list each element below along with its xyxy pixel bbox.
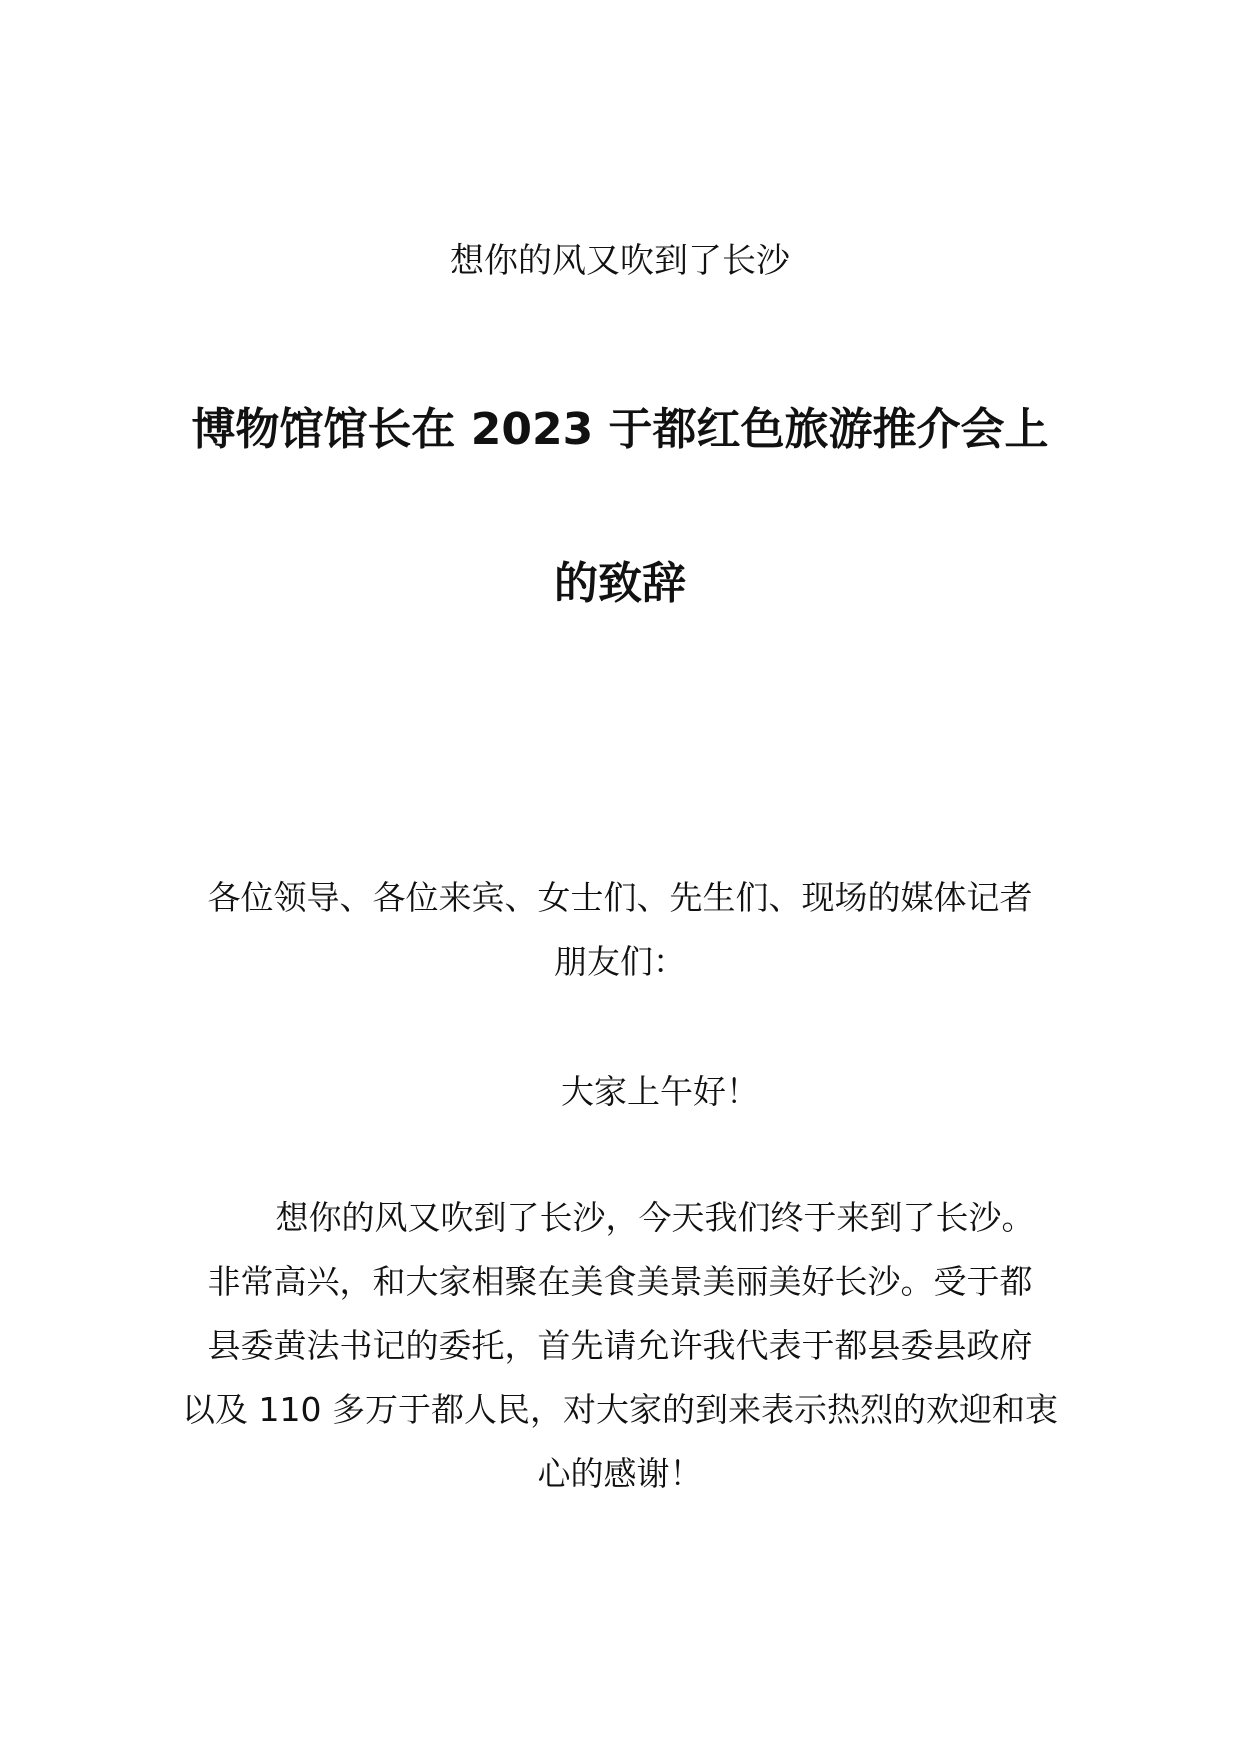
paragraph-line: 想你的风又吹到了长沙，今天我们终于来到了长沙。 xyxy=(275,1198,1035,1237)
greeting: 大家上午好！ xyxy=(561,1072,759,1111)
paragraph-line: 以及 110 多万于都人民，对大家的到来表示热烈的欢迎和衷 xyxy=(182,1390,1058,1429)
salutation-line-1: 各位领导、各位来宾、女士们、先生们、现场的媒体记者 xyxy=(207,878,1033,917)
document-title-line-2: 的致辞 xyxy=(554,558,686,609)
paragraph-line: 心的感谢！ xyxy=(537,1454,703,1493)
paragraph-line: 县委黄法书记的委托，首先请允许我代表于都县委县政府 xyxy=(207,1326,1033,1365)
document-title-line-1: 博物馆馆长在 2023 于都红色旅游推介会上 xyxy=(191,404,1049,455)
paragraph-line: 非常高兴，和大家相聚在美食美景美丽美好长沙。受于都 xyxy=(207,1262,1033,1301)
document-subtitle: 想你的风又吹到了长沙 xyxy=(450,241,790,281)
salutation-line-2: 朋友们： xyxy=(554,942,686,981)
